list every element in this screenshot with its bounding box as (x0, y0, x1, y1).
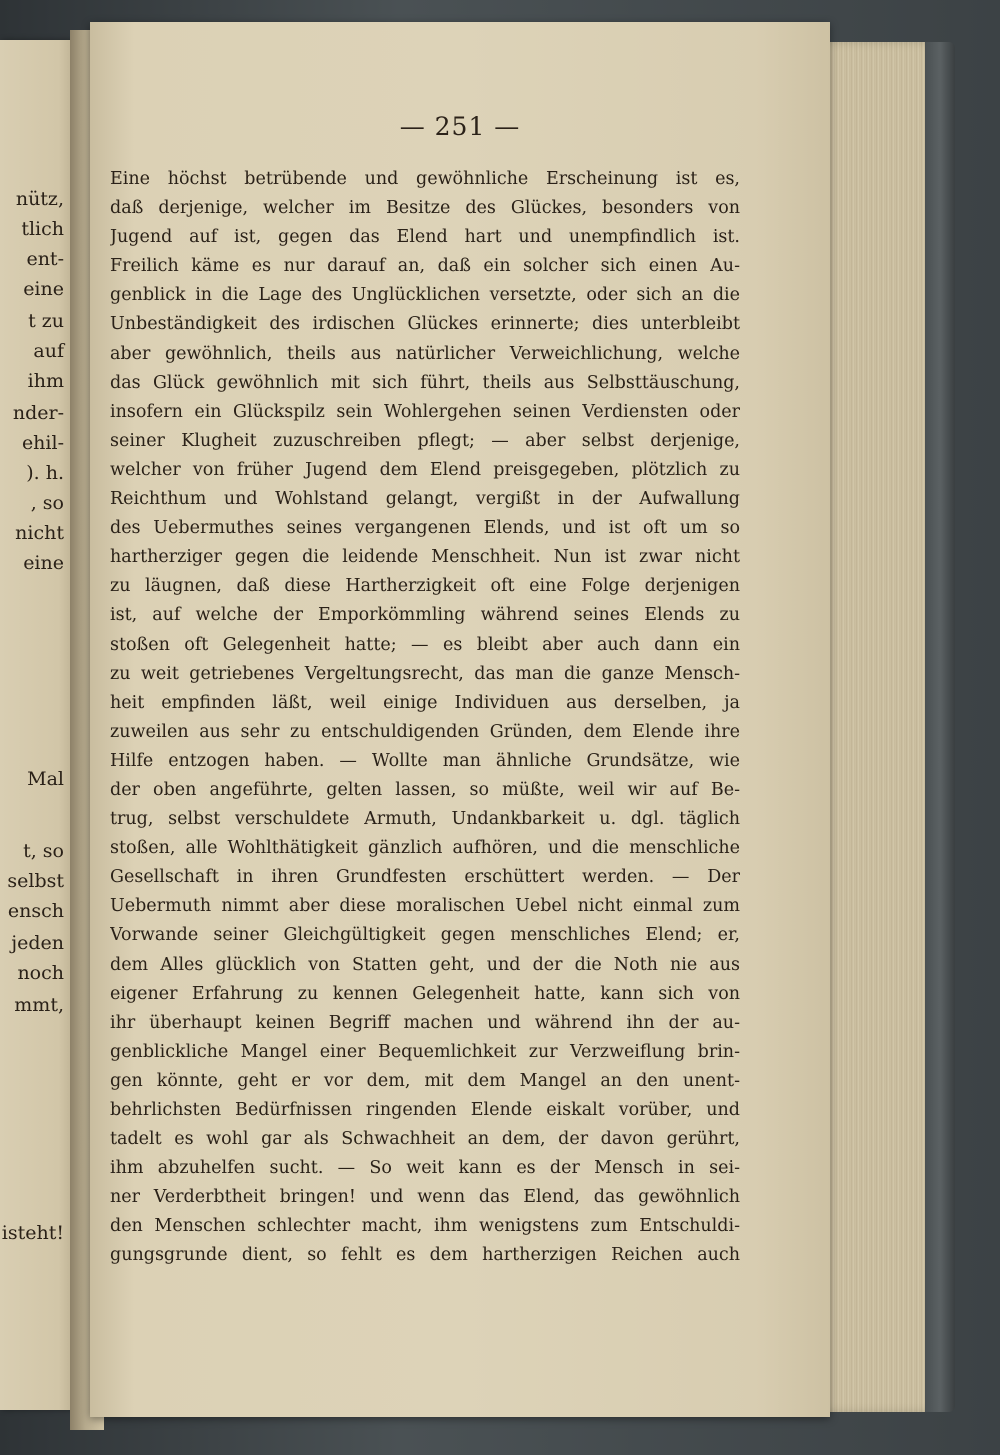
left-page-fragment: noch (17, 962, 64, 984)
left-page-fragment: ihm (27, 370, 64, 392)
text-line: trug, selbst verschuldete Armuth, Undankbarkeit u. dgl. täglich (110, 809, 740, 830)
text-line: seiner Klugheit zuzuschreiben pflegt; — aber selbst derjenige, (110, 430, 740, 451)
left-page-fragment: nder- (12, 402, 64, 424)
text-line: Reichthum und Wohlstand gelangt, vergißt in der Aufwallung (110, 489, 740, 510)
text-line: das Glück gewöhnlich mit sich führt, theils aus Selbsttäuschung, (110, 372, 740, 393)
left-page-fragment: t zu (28, 310, 64, 332)
left-page-fragment: nicht (15, 522, 64, 544)
text-line: zu weit getriebenes Vergeltungsrecht, das man die ganze Mensch- (110, 663, 740, 684)
text-line: stoßen oft Gelegenheit hatte; — es bleibt aber auch dann ein (110, 634, 740, 655)
text-line: Freilich käme es nur darauf an, daß ein solcher sich einen Au- (110, 256, 740, 277)
left-page-fragment: auf (33, 340, 64, 362)
text-line: dem Alles glücklich von Statten geht, und der die Noth nie aus (110, 954, 740, 975)
text-line: gungsgrunde dient, so fehlt es dem hartherzigen Reichen auch (110, 1245, 740, 1266)
text-line: insofern ein Glückspilz sein Wohlergehen seinen Verdiensten oder (110, 401, 740, 422)
left-page-fragment: ehil- (21, 432, 64, 454)
text-line: genblick in die Lage des Unglücklichen versetzte, oder sich an die (110, 285, 740, 306)
left-page-fragment: , so (30, 492, 64, 514)
text-line: den Menschen schlechter macht, ihm wenigstens zum Entschuldi- (110, 1216, 740, 1237)
text-line: tadelt es wohl gar als Schwachheit an dem, der davon gerührt, (110, 1129, 740, 1150)
text-line: ihm abzuhelfen sucht. — So weit kann es der Mensch in sei- (110, 1158, 740, 1179)
left-page-fragment: isteht! (1, 1222, 64, 1244)
text-line: hartherziger gegen die leidende Menschheit. Nun ist zwar nicht (110, 547, 740, 568)
text-line: ist, auf welche der Emporkömmling während seines Elends zu (110, 605, 740, 626)
page-body-text (110, 165, 740, 1271)
text-line: zu läugnen, daß diese Hartherzigkeit oft eine Folge derjenigen (110, 576, 740, 597)
text-line: heit empfinden läßt, weil einige Individuen aus derselben, ja (110, 692, 740, 713)
left-page-fragment: ent- (26, 248, 64, 270)
text-line: ner Verderbtheit bringen! und wenn das Elend, das gewöhnlich (110, 1187, 740, 1208)
text-line: der oben angeführte, gelten lassen, so müßte, weil wir auf Be- (110, 779, 740, 800)
text-line: zuweilen aus sehr zu entschuldigenden Gründen, dem Elende ihre (110, 721, 740, 742)
left-page-fragment: t, so (23, 840, 64, 862)
text-line: Gesellschaft in ihren Grundfesten erschüttert werden. — Der (110, 867, 740, 888)
left-page-fragment: eine (23, 552, 64, 574)
left-page-fragment: jeden (11, 932, 64, 954)
text-line: ihr überhaupt keinen Begriff machen und während ihn der au- (110, 1012, 740, 1033)
text-line: Eine höchst betrübende und gewöhnliche Erscheinung ist es, (110, 169, 740, 189)
text-line: aber gewöhnlich, theils aus natürlicher Verweichlichung, welche (110, 343, 740, 364)
text-line: genblickliche Mangel einer Bequemlichkeit zur Verzweiflung brin- (110, 1041, 740, 1062)
text-line: Uebermuth nimmt aber diese moralischen Uebel nicht einmal zum (110, 896, 740, 917)
text-line: des Uebermuthes seines vergangenen Elends, und ist oft um so (110, 518, 740, 539)
text-line: Vorwande seiner Gleichgültigkeit gegen menschliches Elend; er, (110, 925, 740, 946)
left-page-fragment: tlich (21, 218, 64, 240)
left-page-fragment: nütz, (15, 188, 64, 210)
left-facing-page (0, 40, 78, 1410)
left-page-fragment: eine (23, 278, 64, 300)
left-page-fragment: selbst (7, 870, 64, 892)
page-number: — 251 — (399, 112, 521, 141)
left-page-text-fragments (0, 40, 78, 1410)
left-page-fragment: ). h. (26, 462, 64, 484)
page-edges (815, 42, 933, 1412)
text-line: behrlichsten Bedürfnissen ringenden Elende eiskalt vorüber, und (110, 1100, 740, 1120)
text-line: Hilfe entzogen haben. — Wollte man ähnliche Grundsätze, wie (110, 750, 740, 771)
left-page-fragment: Mal (27, 768, 64, 790)
text-line: welcher von früher Jugend dem Elend preisgegeben, plötzlich zu (110, 459, 740, 480)
left-page-fragment: ensch (7, 900, 64, 922)
left-page-fragment: mmt, (14, 994, 64, 1016)
book-cover-edge (925, 42, 955, 1412)
text-line: Unbeständigkeit des irdischen Glückes erinnerte; dies unterbleibt (110, 314, 740, 335)
text-line: gen könnte, geht er vor dem, mit dem Mangel an den unent- (110, 1070, 740, 1091)
text-line: Jugend auf ist, gegen das Elend hart und unempfindlich ist. (110, 227, 740, 248)
text-line: daß derjenige, welcher im Besitze des Glückes, besonders von (110, 198, 740, 219)
text-line: stoßen, alle Wohlthätigkeit gänzlich aufhören, und die menschliche (110, 838, 740, 859)
text-line: eigener Erfahrung zu kennen Gelegenheit hatte, kann sich von (110, 983, 740, 1004)
